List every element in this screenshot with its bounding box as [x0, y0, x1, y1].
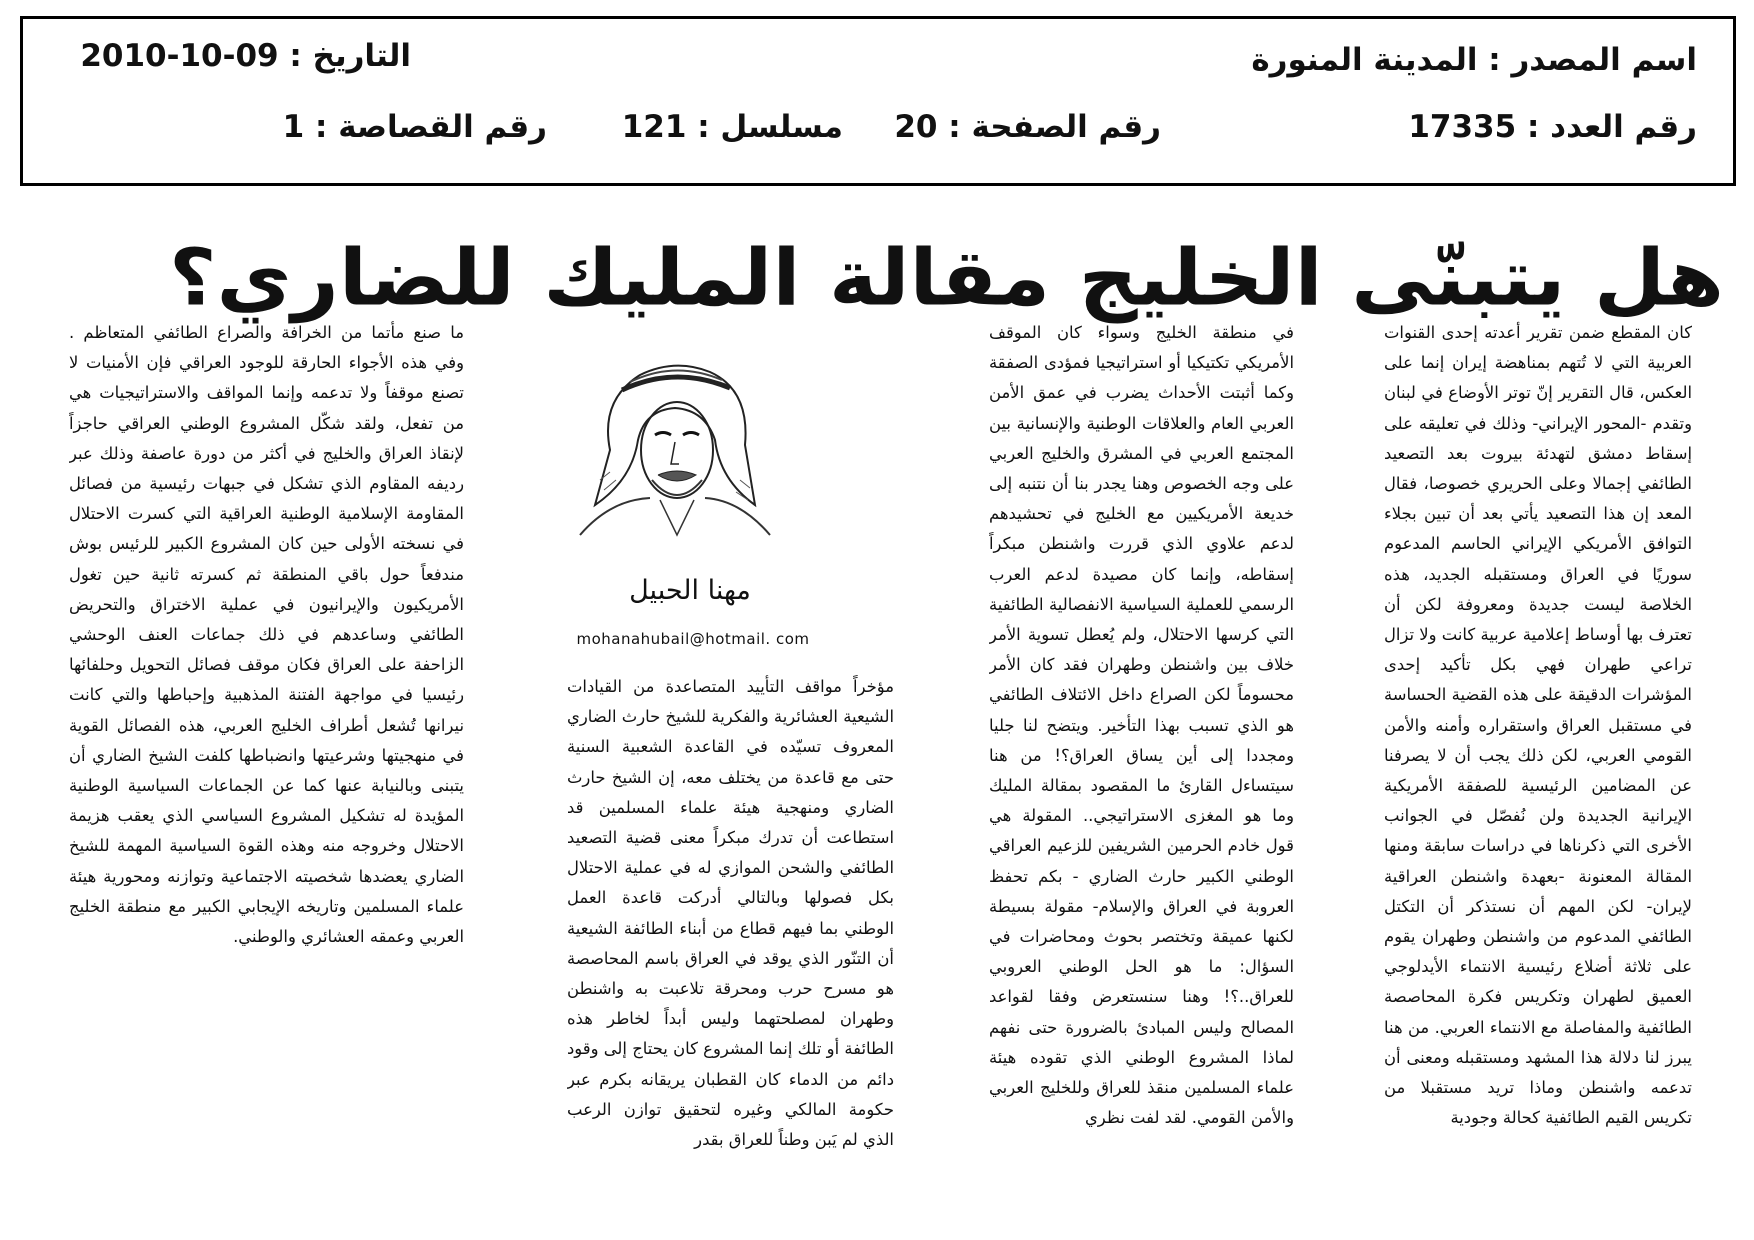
author-portrait-icon [540, 330, 810, 540]
clipping-number-label: رقم القصاصة : 1 [282, 109, 547, 145]
date-label: التاريخ : 09-10-2010 [80, 38, 411, 74]
article-column-1 [1384, 318, 1692, 1198]
author-name: مهنا الحبيل [629, 575, 751, 606]
clipping-header-box [20, 16, 1736, 186]
issue-number-label: رقم العدد : 17335 [1408, 109, 1697, 145]
column-1-text: كان المقطع ضمن تقرير أعدته إحدى القنوات العربية التي لا تُتهم بمناهضة إيران إنما على العكس، قال التقرير إنّ توتر الأوضاع في لبنان وتقدم -المحور الإيراني- وذلك في تعليقه على إسقاط دمشق لتهدئة بيروت بعد التصعيد الطائفي إجمالا وعلى الحريري خصوصا، فقال المعد إن هذا التصعيد يأتي بعد أن تبين بجلاء التوافق الأمريكي الإيراني الحاسم المدعوم سوريًا في العراق ومستقبله الجديد، هذه الخلاصة ليست جديدة ومعروفة لكن أن تعترف بها أوساط إعلامية عربية كانت ولا تزال تراعي طهران فهي بكل تأكيد إحدى المؤشرات الدقيقة على هذه القضية الحساسة في مستقبل العراق واستقراره وأمنه والأمن القومي العربي، لكن ذلك يجب أن لا يصرفنا عن المضامين الرئيسية للصفقة الأمريكية الإيرانية الجديدة ولن نُفصّل في الجوانب الأخرى التي ذكرناها في دراسات سابقة ومنها المقالة المعنونة -بعهدة واشنطن العراقية لإيران- لكن المهم أن نستذكر أن التكتل الطائفي المدعوم من واشنطن وطهران يقوم على ثلاثة أضلاع رئيسية الانتماء الأيدلوجي العميق لطهران وتكريس فكرة المحاصصة الطائفية والمفاصلة مع الانتماء العربي. من هنا يبرز لنا دلالة هذا المشهد ومستقبله ومعنى أن تدعمه واشنطن وماذا تريد مستقبلا من تكريس القيم الطائفية كحالة وجودية [1384, 323, 1692, 1128]
article-column-3 [567, 672, 894, 1212]
article-column-2 [989, 318, 1294, 1198]
column-3-text: مؤخراً مواقف التأييد المتصاعدة من القيادات الشيعية العشائرية والفكرية للشيخ حارث الضاري المعروف تسيّده في القاعدة الشعبية السنية حتى مع قاعدة من يختلف معه، إن الشيخ حارث الضاري ومنهجية هيئة علماء المسلمين قد استطاعت أن تدرك مبكراً معنى قضية التصعيد الطائفي والشحن الموازي له في عملية الاحتلال بكل فصولها وبالتالي أدركت قاعدة العمل الوطني بما فيهم قطاع من أبناء الطائفة الشيعية أن التنّور الذي يوقد في العراق باسم المحاصصة هو مسرح حرب ومحرقة تلاعبت به واشنطن وطهران لمصلحتهما وليس أبداً لخاطر هذه الطائفة أو تلك إنما المشروع كان يحتاج إلى وقود دائم من الدماء كان القطبان يريقانه بكرم عبر حكومة المالكي وغيره لتحقيق توازن الرعب الذي لم يَبن وطناً للعراق بقدر [567, 677, 894, 1150]
page-number-label: رقم الصفحة : 20 [894, 109, 1161, 145]
column-2-text: في منطقة الخليج وسواء كان الموقف الأمريكي تكتيكيا أو استراتيجيا فمؤدى الصفقة وكما أثبتت الأحداث يضرب في عمق الأمن العربي العام والعلاقات الوطنية والإنسانية بين المجتمع العربي في المشرق والخليج العربي على وجه الخصوص وهنا يجدر بنا أن نتنبه إلى خديعة الأمريكيين مع الخليج في تحشيدهم لدعم علاوي الذي قررت واشنطن مبكراً إسقاطه، وإنما كان مصيدة لدعم العرب الرسمي للعملية السياسية الانفصالية الطائفية التي كرسها الاحتلال، ولم يُعطل تسوية الأمر خلاف بين واشنطن وطهران فقد كان الأمر محسوماً لكن الصراع داخل الائتلاف الطائفي هو الذي تسبب بهذا التأخير. ويتضح لنا جليا ومجددا إلى أين يساق العراق؟! من هنا سيتساءل القارئ ما المقصود بمقالة المليك وما هو المغزى الاستراتيجي.. المقولة هي قول خادم الحرمين الشريفين للزعيم العراقي الوطني الكبير حارث الضاري - بكم تحفظ العروبة في العراق والإسلام- مقولة بسيطة لكنها عميقة وتختصر بحوث ومحاضرات في السؤال: ما هو الحل الوطني العروبي للعراق..؟! وهنا سنستعرض وفقا لقواعد المصالح وليس المبادئ بالضرورة حتى نفهم لماذا المشروع الوطني الذي تقوده هيئة علماء المسلمين منقذ للعراق وللخليج العربي والأمن القومي. لقد لفت نظري [989, 323, 1294, 1128]
author-email: mohanahubail@hotmail. com [576, 630, 810, 648]
article-column-4 [69, 318, 464, 1198]
source-label: اسم المصدر : المدينة المنورة [1251, 42, 1697, 78]
serial-label: مسلسل : 121 [621, 109, 843, 145]
article-headline: هل يتبنّى الخليج مقالة المليك للضاري؟ [168, 233, 1724, 324]
author-portrait [540, 330, 810, 540]
column-4-text: ما صنع مأتما من الخرافة والصراع الطائفي المتعاظم . وفي هذه الأجواء الحارقة للوجود العراقي فإن الأمنيات لا تصنع موقفاً ولا تدعمه وإنما المواقف والاستراتيجيات هي من تفعل، ولقد شكّل المشروع الوطني العراقي حاجزاً لإنقاذ العراق والخليج في أكثر من دورة عاصفة وذلك عبر رديفه المقاوم الذي تشكل في جبهات رئيسية من فصائل المقاومة الإسلامية الوطنية العراقية التي كسرت الاحتلال في نسخته الأولى حين كان المشروع الكبير للرئيس بوش مندفعاً حول باقي المنطقة ثم كسرته ثانية حين تغول الأمريكيون والإيرانيون في عملية الاختراق والتحريض الطائفي وساعدهم في ذلك جماعات العنف الوحشي الزاحفة على العراق فكان موقف فصائل التحويل وحلفائها رئيسيا في مواجهة الفتنة المذهبية وإحباطها والتي كانت نيرانها تُشعل أطراف الخليج العربي، هذه الفصائل القوية في منهجيتها وشرعيتها وانضباطها كلفت الشيخ الضاري أن يتبنى وبالنيابة عنها كما عن الجماعات السياسية الوطنية المؤيدة له تشكيل المشروع السياسي الذي يعقب هزيمة الاحتلال وخروجه منه وهذه القوة السياسية المهمة للشيخ الضاري يعضدها شخصيته الاجتماعية وتوازنه ومحورية هيئة علماء المسلمين وتاريخه الإيجابي الكبير مع منطقة الخليج العربي وعمقه العشائري والوطني. [69, 323, 464, 947]
